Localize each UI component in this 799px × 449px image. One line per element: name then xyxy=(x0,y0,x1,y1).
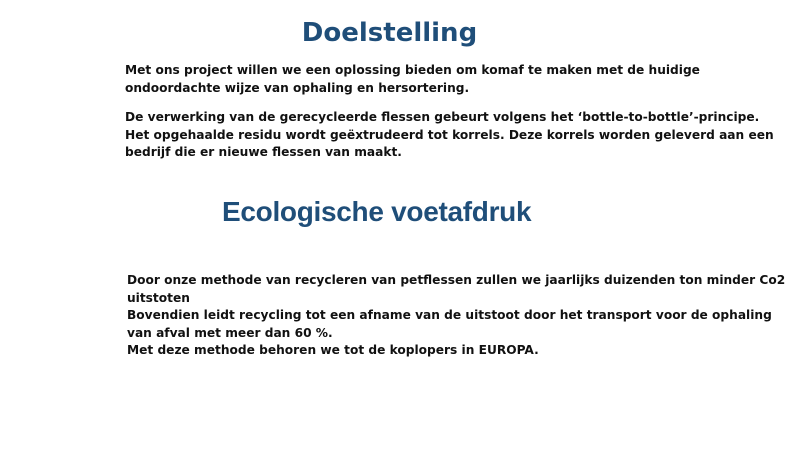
text-line: ondoordachte wijze van ophaling en hersortering. xyxy=(125,80,470,95)
text-line: Het opgehaalde residu wordt geëxtrudeerd tot korrels. Deze korrels worden geleverd aan een xyxy=(125,127,774,142)
doelstelling-paragraph-1 xyxy=(125,62,700,97)
text-line: De verwerking van de gerecycleerde flessen gebeurt volgens het ‘bottle-to-bottle’-principe. xyxy=(125,110,760,124)
text-line: uitstoten xyxy=(127,290,190,305)
doelstelling-title: Doelstelling xyxy=(301,18,478,48)
doelstelling-paragraph-2 xyxy=(125,109,774,162)
text-line: Door onze methode van recycleren van petflessen zullen we jaarlijks duizenden ton minder Co2 xyxy=(127,273,786,287)
text-line: van afval met meer dan 60 %. xyxy=(127,325,333,340)
ecologische-voetafdruk-paragraph xyxy=(127,272,786,360)
text-line: Bovendien leidt recycling tot een afname van de uitstoot door het transport voor de ophaling xyxy=(127,308,772,322)
text-line: Met ons project willen we een oplossing bieden om komaf te maken met de huidige xyxy=(125,63,700,77)
ecologische-voetafdruk-title: Ecologische voetafdruk xyxy=(222,196,532,227)
text-line: bedrijf die er nieuwe flessen van maakt. xyxy=(125,145,402,159)
text-line: Met deze methode behoren we tot de koplopers in EUROPA. xyxy=(127,343,539,357)
